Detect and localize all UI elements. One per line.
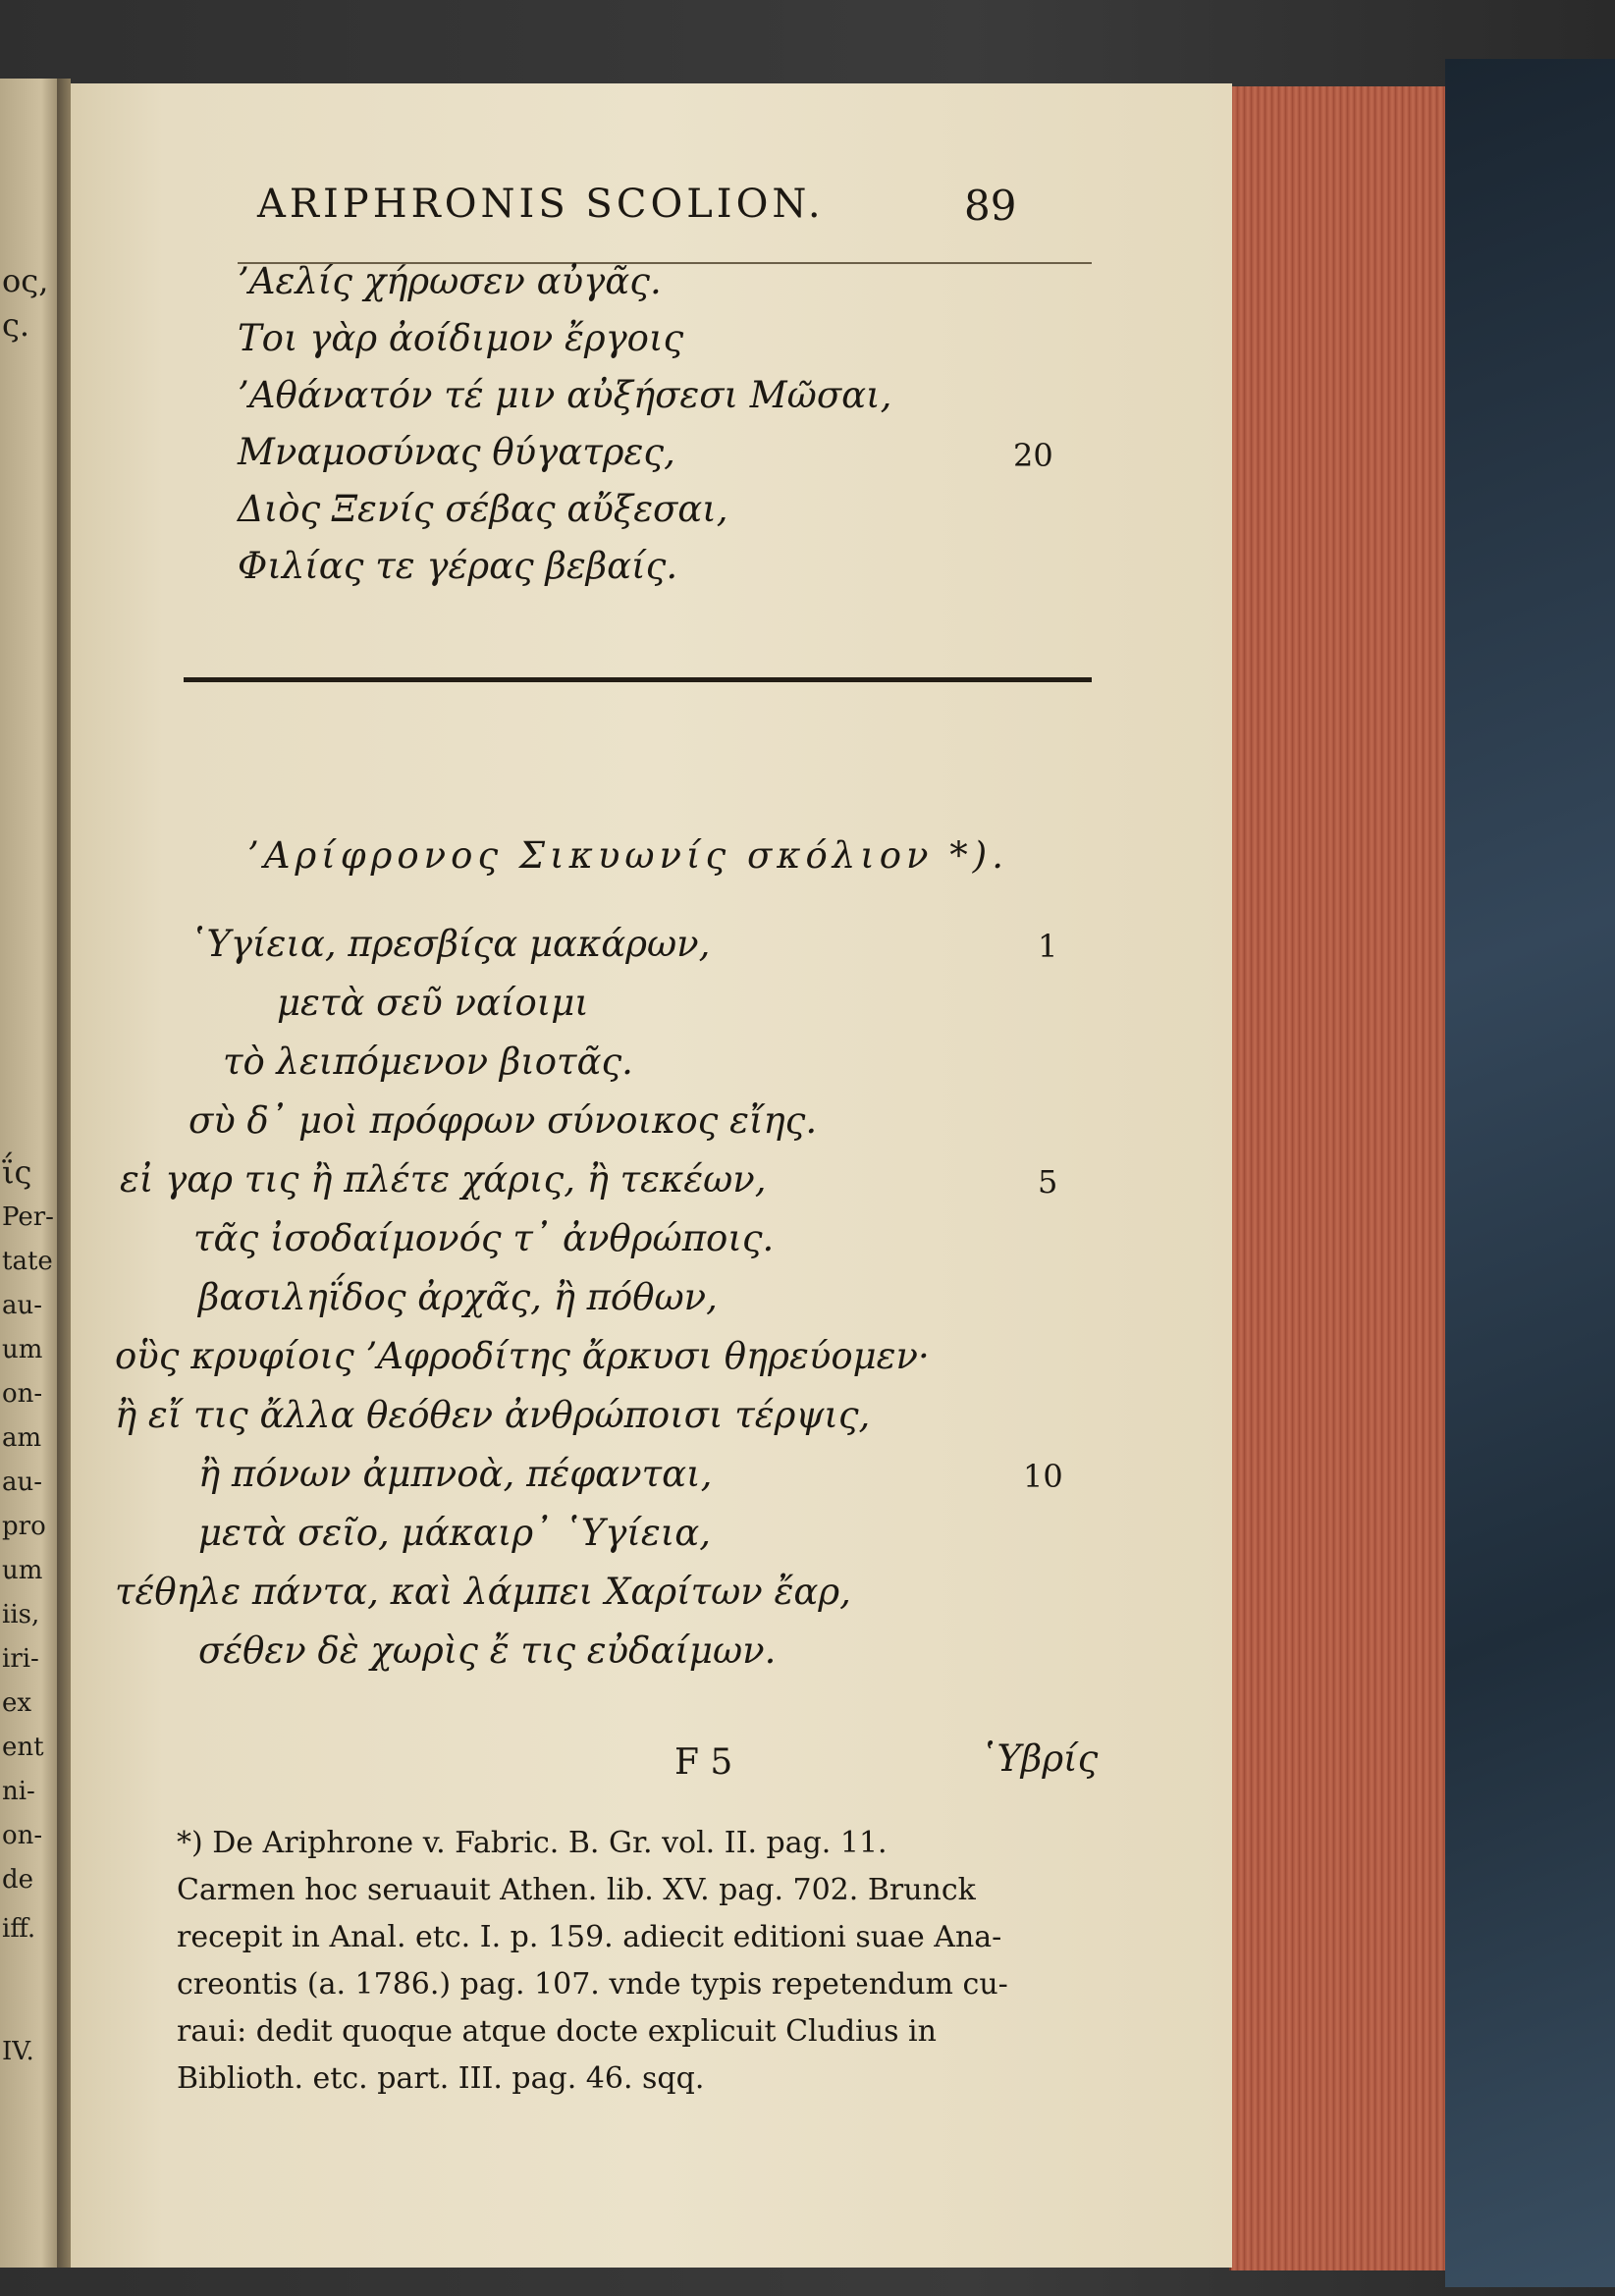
prev-page-fragment: um bbox=[2, 1335, 43, 1364]
song-line: ῾Υγίεια, πρεσβίςα μακάρων, bbox=[188, 923, 711, 965]
song-line: εἰ γαρ τις ἢ πλέτε χάρις, ἢ τεκέων, bbox=[120, 1158, 767, 1201]
book-page bbox=[71, 83, 1232, 2268]
verse-line: Φιλίας τε γέρας βεβαίς. bbox=[238, 545, 678, 587]
prev-page-fragment: de bbox=[2, 1865, 34, 1895]
prev-page-fragment: tate bbox=[2, 1247, 53, 1276]
line-number: 1 bbox=[1038, 928, 1058, 965]
song-title: ’Αρίφρονος Σικυωνίς σκόλιον *). bbox=[247, 834, 1008, 877]
song-line: ἢ εἴ τις ἄλλα θεόθεν ἀνθρώποισι τέρψις, bbox=[115, 1394, 871, 1436]
verse-line: ’Αθάνατόν τέ μιν αὐξήσεσι Μῶσαι, bbox=[238, 374, 892, 416]
footnote-line: Biblioth. etc. part. III. pag. 46. sqq. bbox=[177, 2061, 705, 2096]
song-line: μετὰ σεῖο, μάκαιρ᾽ ῾Υγίεια, bbox=[198, 1512, 711, 1554]
prev-page-fragment: on- bbox=[2, 1821, 43, 1850]
song-line: τᾶς ἰσοδαίμονός τ᾽ ἀνθρώποις. bbox=[193, 1217, 775, 1259]
prev-page-fragment: IV. bbox=[2, 2037, 34, 2066]
book-cover bbox=[1445, 59, 1615, 2287]
prev-page-fragment: ni- bbox=[2, 1777, 35, 1806]
prev-page-fragment: Per- bbox=[2, 1202, 54, 1232]
prev-page-fragment: au- bbox=[2, 1291, 43, 1320]
prev-page-fragment: iff. bbox=[2, 1914, 36, 1944]
footnote-line: creontis (a. 1786.) pag. 107. vnde typis repetendum cu- bbox=[177, 1967, 1008, 2002]
song-line: τὸ λειπόμενον βιοτᾶς. bbox=[223, 1041, 633, 1083]
song-line: οὓς κρυφίοις ’Αφροδίτης ἄρκυσι θηρεύομεν· bbox=[115, 1335, 930, 1377]
prev-page-fragment: ent bbox=[2, 1733, 44, 1762]
song-line: σέθεν δὲ χωρὶς ἔ τις εὐδαίμων. bbox=[198, 1629, 777, 1672]
footnote-line: raui: dedit quoque atque docte explicuit Cludius in bbox=[177, 2014, 937, 2049]
verse-line: Μναμοσύνας θύγατρες, bbox=[238, 431, 675, 473]
section-rule bbox=[184, 677, 1092, 682]
prev-page-fragment: um bbox=[2, 1556, 43, 1585]
prev-page-fragment: ex bbox=[2, 1688, 32, 1718]
song-line: ἢ πόνων ἀμπνοὰ, πέφανται, bbox=[198, 1453, 713, 1495]
line-number: 5 bbox=[1038, 1163, 1058, 1201]
book-gutter bbox=[57, 79, 71, 2268]
prev-page-fragment: am bbox=[2, 1423, 42, 1453]
verse-line: Τοι γὰρ ἀοίδιμον ἔργοις bbox=[238, 317, 684, 359]
page-edges bbox=[1229, 86, 1447, 2270]
running-head: ARIPHRONIS SCOLION. bbox=[257, 182, 825, 227]
previous-page-edge bbox=[0, 79, 59, 2268]
verse-line: ’Αελίς χήρωσεν αὐγᾶς. bbox=[238, 260, 662, 302]
page-number: 89 bbox=[964, 182, 1017, 230]
catchword: ῾Υβρίς bbox=[979, 1737, 1099, 1780]
prev-page-fragment: au- bbox=[2, 1468, 43, 1497]
song-line: βασιληΐδος ἀρχᾶς, ἢ πόθων, bbox=[198, 1276, 718, 1318]
footnote-line: Carmen hoc seruauit Athen. lib. XV. pag. 702. Brunck bbox=[177, 1873, 976, 1907]
line-number: 10 bbox=[1023, 1458, 1063, 1495]
signature-mark: F 5 bbox=[674, 1742, 733, 1783]
prev-page-fragment: pro bbox=[2, 1512, 46, 1541]
prev-page-fragment: iri- bbox=[2, 1644, 39, 1674]
song-line: μετὰ σεῦ ναίοιμι bbox=[277, 982, 589, 1024]
prev-page-fragment: ς. bbox=[2, 306, 30, 344]
footnote-line: recepit in Anal. etc. I. p. 159. adiecit editioni suae Ana- bbox=[177, 1920, 1002, 1954]
prev-page-fragment: ος, bbox=[2, 262, 49, 299]
footnote-line: *) De Ariphrone v. Fabric. B. Gr. vol. II. pag. 11. bbox=[177, 1826, 888, 1860]
line-number: 20 bbox=[1013, 437, 1053, 474]
prev-page-fragment: iis, bbox=[2, 1600, 40, 1629]
verse-line: Διὸς Ξενίς σέβας αὔξεσαι, bbox=[238, 488, 728, 530]
prev-page-fragment: on- bbox=[2, 1379, 43, 1409]
song-line: σὺ δ᾽ μοὶ πρόφρων σύνοικος εἴης. bbox=[188, 1099, 818, 1142]
song-line: τέθηλε πάντα, καὶ λάμπει Χαρίτων ἔαρ, bbox=[115, 1571, 851, 1613]
prev-page-fragment: ΐς bbox=[2, 1153, 32, 1191]
